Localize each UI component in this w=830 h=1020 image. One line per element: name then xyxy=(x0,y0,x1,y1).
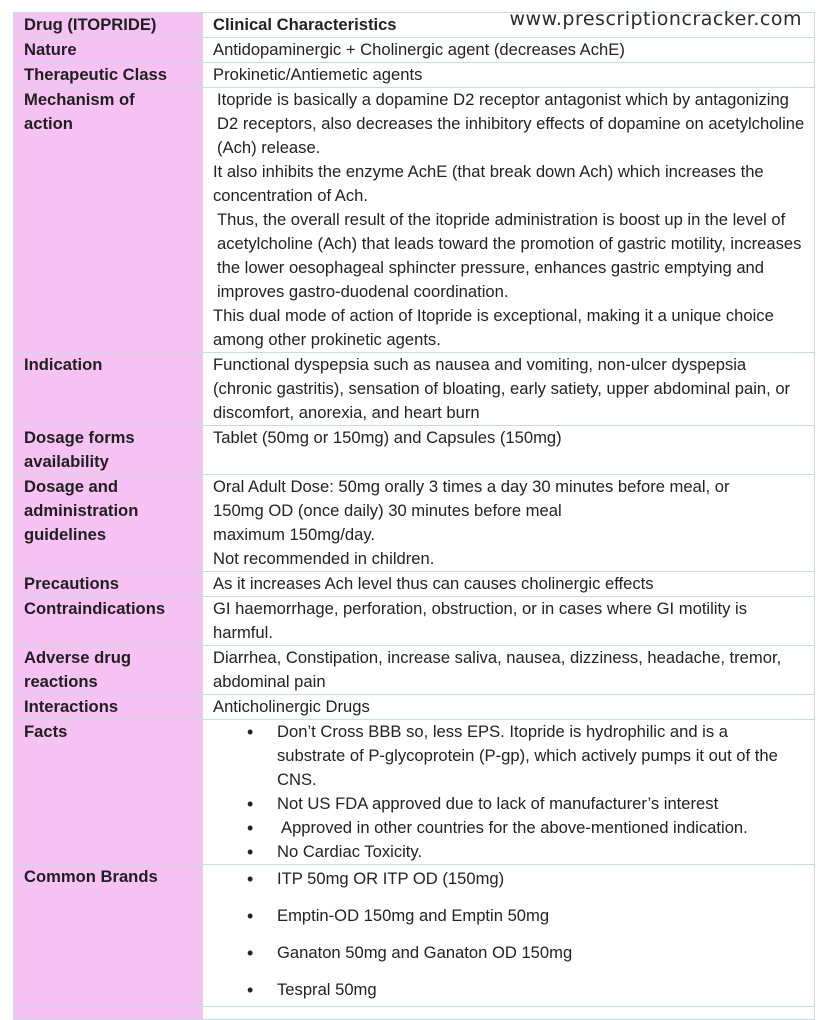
row-value-precautions: As it increases Ach level thus can causes cholinergic effects xyxy=(203,572,815,597)
table-row xyxy=(14,646,815,695)
list-item: • Don’t Cross BBB so, less EPS. Itopride is hydrophilic and is a substrate of P-glycoprotein (P-gp), which actively pumps it out of the CNS. xyxy=(277,720,806,792)
list-item: • Emptin-OD 150mg and Emptin 50mg xyxy=(277,904,806,928)
list-item: • Tespral 50mg xyxy=(277,978,806,1002)
dosage-paragraph: Not recommended in children. xyxy=(213,549,435,568)
facts-list xyxy=(213,720,806,864)
header-drug-name: Drug (ITOPRIDE) xyxy=(14,13,203,38)
list-item: • Not US FDA approved due to lack of manufacturer’s interest xyxy=(277,792,806,816)
table-row xyxy=(14,88,815,353)
table-row xyxy=(14,572,815,597)
row-value-therapeutic-class: Prokinetic/Antiemetic agents xyxy=(203,63,815,88)
row-label-precautions: Precautions xyxy=(14,572,203,597)
row-label-common-brands: Common Brands xyxy=(14,865,203,1007)
mechanism-paragraph: This dual mode of action of Itopride is exceptional, making it a unique choice among other prokinetic agents. xyxy=(213,306,774,349)
mechanism-paragraph: It also inhibits the enzyme AchE (that break down Ach) which increases the concentration of Ach. xyxy=(213,162,764,205)
drug-info-table xyxy=(13,12,815,1020)
row-value-dosage-administration xyxy=(203,475,815,572)
row-label-therapeutic-class: Therapeutic Class xyxy=(14,63,203,88)
table-row xyxy=(14,426,815,475)
brands-list xyxy=(213,867,806,1002)
row-label-interactions: Interactions xyxy=(14,695,203,720)
dosage-paragraph: Oral Adult Dose: 50mg orally 3 times a day 30 minutes before meal, or 150mg OD (once daily) 30 minutes before meal xyxy=(213,477,730,520)
row-label-facts: Facts xyxy=(14,720,203,865)
row-label-mechanism: Mechanism of action xyxy=(14,88,203,353)
row-value-dosage-forms: Tablet (50mg or 150mg) and Capsules (150mg) xyxy=(203,426,815,475)
header-clinical-characteristics: Clinical Characteristics xyxy=(203,13,815,38)
table-row-empty xyxy=(14,1007,815,1020)
row-label-dosage-administration: Dosage and administration guidelines xyxy=(14,475,203,572)
row-value-facts xyxy=(203,720,815,865)
row-value-indication: Functional dyspepsia such as nausea and vomiting, non-ulcer dyspepsia (chronic gastritis), sensation of bloating, early satiety, upper abdominal pain, or discomfort, anorexia, and heart burn xyxy=(203,353,815,426)
table-row xyxy=(14,695,815,720)
row-label-dosage-forms: Dosage forms availability xyxy=(14,426,203,475)
table-row xyxy=(14,353,815,426)
dosage-paragraph: maximum 150mg/day. xyxy=(213,525,375,544)
row-label-indication: Indication xyxy=(14,353,203,426)
empty-value-cell xyxy=(203,1007,815,1020)
table-row xyxy=(14,597,815,646)
row-value-adverse-reactions: Diarrhea, Constipation, increase saliva, nausea, dizziness, headache, tremor, abdominal pain xyxy=(203,646,815,695)
mechanism-paragraph: Itopride is basically a dopamine D2 receptor antagonist which by antagonizing D2 receptors, also decreases the inhibitory effects of dopamine on acetylcholine (Ach) release. xyxy=(217,90,805,157)
watermark: www.prescriptioncracker.com xyxy=(509,8,802,30)
table-row xyxy=(14,38,815,63)
list-item: • Approved in other countries for the above-mentioned indication. xyxy=(277,816,806,840)
row-label-contraindications: Contraindications xyxy=(14,597,203,646)
mechanism-paragraph: Thus, the overall result of the itopride administration is boost up in the level of acetylcholine (Ach) that leads toward the promotion of gastric motility, increases the lower oesophageal sphincter pressure, enhances gastric emptying and improves gastro-duodenal coordination. xyxy=(217,210,802,301)
row-value-nature: Antidopaminergic + Cholinergic agent (decreases AchE) xyxy=(203,38,815,63)
table-row xyxy=(14,475,815,572)
row-label-adverse-reactions: Adverse drug reactions xyxy=(14,646,203,695)
list-item: • ITP 50mg OR ITP OD (150mg) xyxy=(277,867,806,891)
row-value-common-brands xyxy=(203,865,815,1007)
table-row xyxy=(14,720,815,865)
empty-label-cell xyxy=(14,1007,203,1020)
list-item: • No Cardiac Toxicity. xyxy=(277,840,806,864)
row-value-mechanism xyxy=(203,88,815,353)
table-row xyxy=(14,63,815,88)
row-label-nature: Nature xyxy=(14,38,203,63)
row-value-contraindications: GI haemorrhage, perforation, obstruction, or in cases where GI motility is harmful. xyxy=(203,597,815,646)
table-row xyxy=(14,865,815,1007)
row-value-interactions: Anticholinergic Drugs xyxy=(203,695,815,720)
list-item: • Ganaton 50mg and Ganaton OD 150mg xyxy=(277,941,806,965)
